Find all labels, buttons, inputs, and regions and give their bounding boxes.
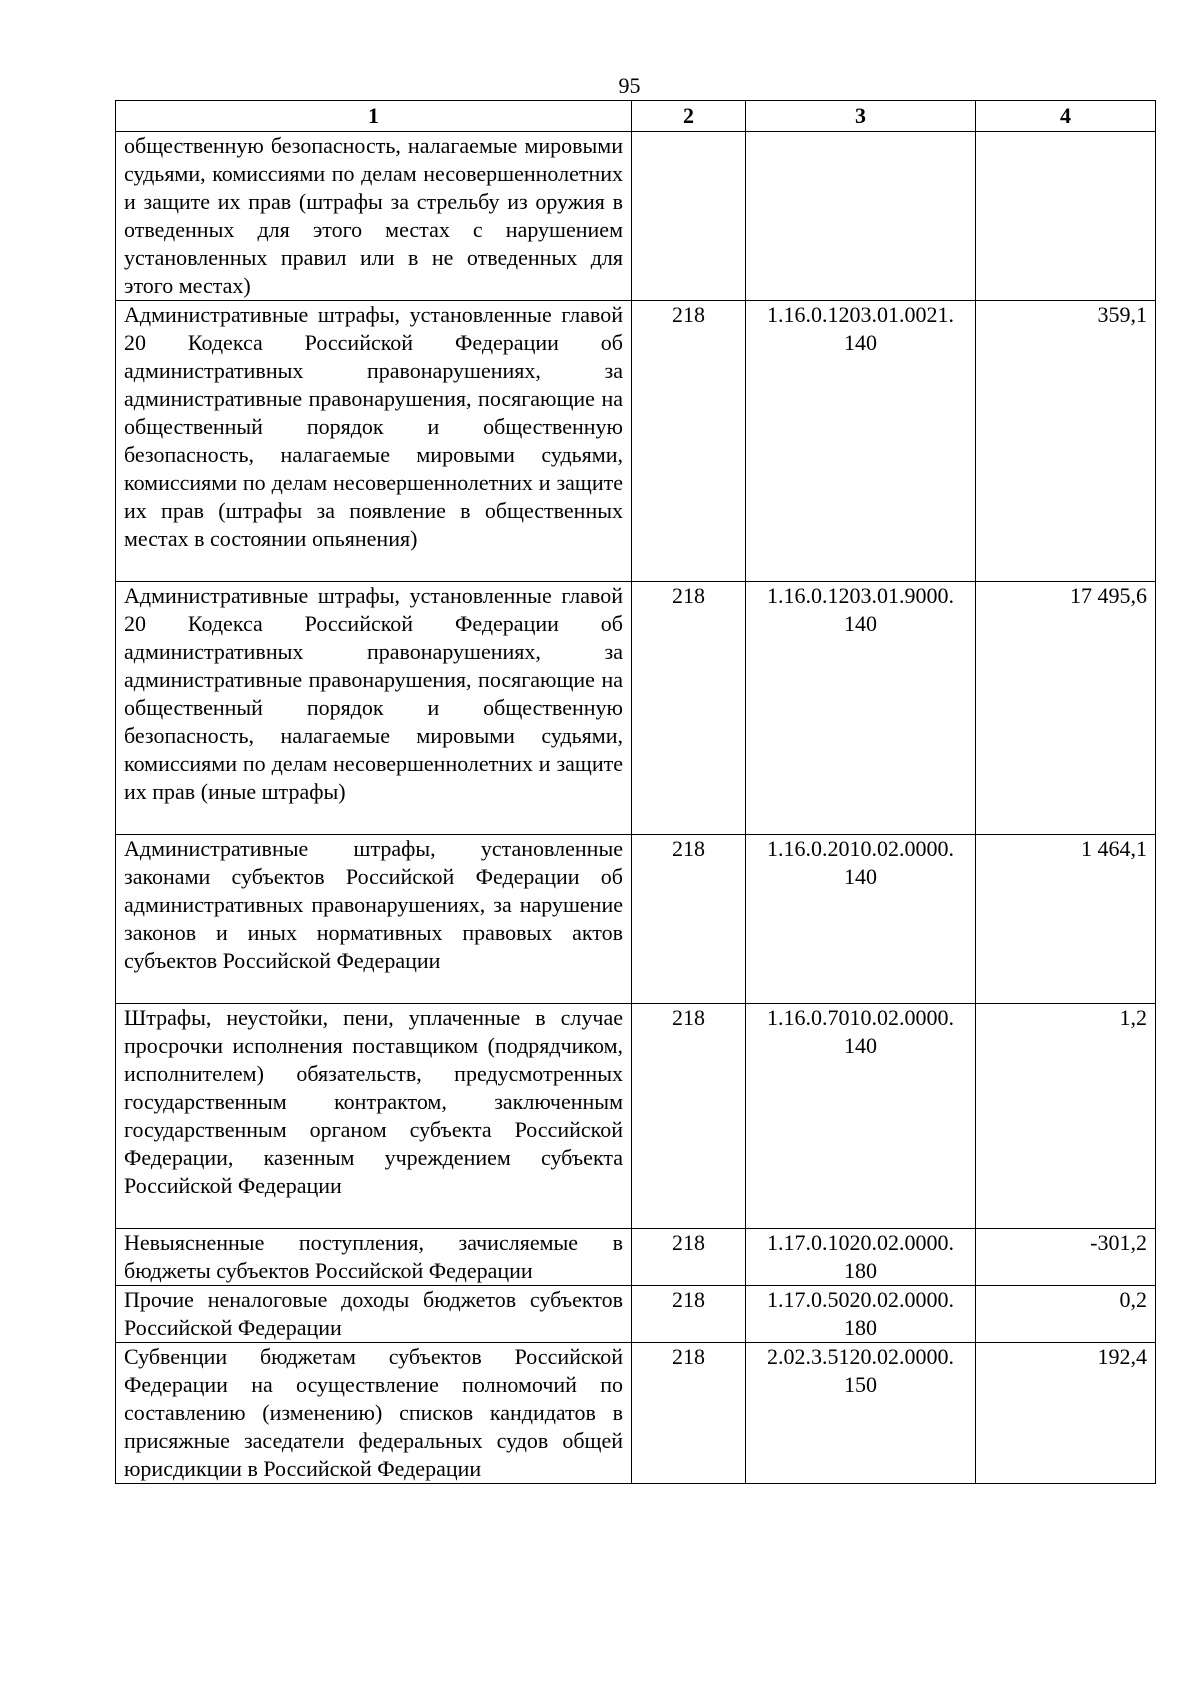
row-budget-code: 1.16.0.2010.02.0000. 140 bbox=[746, 835, 976, 1004]
table-row bbox=[116, 1229, 1156, 1286]
row-admin-code: 218 bbox=[632, 582, 746, 835]
row-admin-code: 218 bbox=[632, 1004, 746, 1229]
row-admin-code: 218 bbox=[632, 1286, 746, 1343]
table-row bbox=[116, 1343, 1156, 1484]
row-budget-code: 1.16.0.7010.02.0000. 140 bbox=[746, 1004, 976, 1229]
row-admin-code: 218 bbox=[632, 301, 746, 582]
row-description: Субвенции бюджетам субъектов Российской Федерации на осуществление полномочий по составлению (изменению) списков кандидатов в присяжные заседатели федеральных судов общей юрисдикции в Российской Федерации bbox=[116, 1343, 632, 1484]
row-description: Штрафы, неустойки, пени, уплаченные в случае просрочки исполнения поставщиком (подрядчиком, исполнителем) обязательств, предусмотренных государственным контрактом, заключенным государственным органом субъекта Российской Федерации, казенным учреждением субъекта Российской Федерации bbox=[116, 1004, 632, 1229]
table-row bbox=[116, 582, 1156, 835]
table-row bbox=[116, 132, 1156, 301]
row-admin-code: 218 bbox=[632, 1229, 746, 1286]
table-row bbox=[116, 1004, 1156, 1229]
row-amount: 1 464,1 bbox=[976, 835, 1156, 1004]
column-header-code: 3 bbox=[746, 101, 976, 132]
column-header-amount: 4 bbox=[976, 101, 1156, 132]
table-row bbox=[116, 1286, 1156, 1343]
table-row bbox=[116, 301, 1156, 582]
row-amount: 192,4 bbox=[976, 1343, 1156, 1484]
row-budget-code: 1.16.0.1203.01.9000. 140 bbox=[746, 582, 976, 835]
page-number: 95 bbox=[618, 73, 641, 98]
row-amount: 359,1 bbox=[976, 301, 1156, 582]
row-description: общественную безопасность, налагаемые мировыми судьями, комиссиями по делам несовершеннолетних и защите их прав (штрафы за стрельбу из оружия в отведенных для этого местах с нарушением установленных правил или в не отведенных для этого местах) bbox=[116, 132, 632, 301]
row-admin-code bbox=[632, 132, 746, 301]
row-budget-code: 2.02.3.5120.02.0000. 150 bbox=[746, 1343, 976, 1484]
row-amount: -301,2 bbox=[976, 1229, 1156, 1286]
row-description: Прочие неналоговые доходы бюджетов субъектов Российской Федерации bbox=[116, 1286, 632, 1343]
row-admin-code: 218 bbox=[632, 835, 746, 1004]
row-amount: 17 495,6 bbox=[976, 582, 1156, 835]
column-header-description: 1 bbox=[116, 101, 632, 132]
row-description: Административные штрафы, установленные законами субъектов Российской Федерации об административных правонарушениях, за нарушение законов и иных нормативных правовых актов субъектов Российской Федерации bbox=[116, 835, 632, 1004]
row-admin-code: 218 bbox=[632, 1343, 746, 1484]
row-budget-code: 1.17.0.1020.02.0000. 180 bbox=[746, 1229, 976, 1286]
row-amount bbox=[976, 132, 1156, 301]
column-header-admin: 2 bbox=[632, 101, 746, 132]
row-description: Административные штрафы, установленные главой 20 Кодекса Российской Федерации об административных правонарушениях, за административные правонарушения, посягающие на общественный порядок и общественную безопасность, налагаемые мировыми судьями, комиссиями по делам несовершеннолетних и защите их прав (штрафы за появление в общественных местах в состоянии опьянения) bbox=[116, 301, 632, 582]
row-amount: 1,2 bbox=[976, 1004, 1156, 1229]
table-header-row bbox=[116, 101, 1156, 132]
row-budget-code bbox=[746, 132, 976, 301]
table-row bbox=[116, 835, 1156, 1004]
row-budget-code: 1.16.0.1203.01.0021. 140 bbox=[746, 301, 976, 582]
revenue-table bbox=[115, 100, 1156, 1484]
row-amount: 0,2 bbox=[976, 1286, 1156, 1343]
row-description: Административные штрафы, установленные главой 20 Кодекса Российской Федерации об административных правонарушениях, за административные правонарушения, посягающие на общественный порядок и общественную безопасность, налагаемые мировыми судьями, комиссиями по делам несовершеннолетних и защите их прав (иные штрафы) bbox=[116, 582, 632, 835]
row-budget-code: 1.17.0.5020.02.0000. 180 bbox=[746, 1286, 976, 1343]
row-description: Невыясненные поступления, зачисляемые в бюджеты субъектов Российской Федерации bbox=[116, 1229, 632, 1286]
